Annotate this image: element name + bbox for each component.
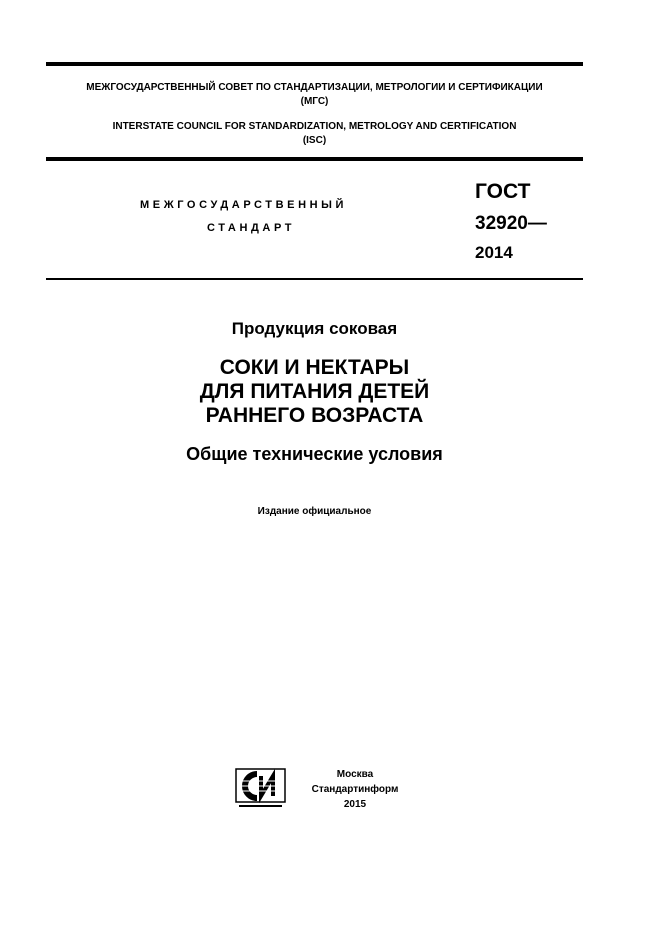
title-line-2: ДЛЯ ПИТАНИЯ ДЕТЕЙ bbox=[199, 380, 430, 403]
gost-number: 32920— bbox=[475, 213, 547, 234]
publisher-block bbox=[300, 767, 410, 812]
council-name-ru bbox=[46, 81, 583, 109]
council-abbr-ru: (МГС) bbox=[300, 96, 329, 107]
standard-type-line2: СТАНДАРТ bbox=[207, 222, 296, 234]
document-subtitle: Общие технические условия bbox=[186, 444, 443, 464]
council-name-en-line: INTERSTATE COUNCIL FOR STANDARDIZATION, METROLOGY AND CERTIFICATION bbox=[112, 121, 517, 132]
title-line-3: РАННЕГО ВОЗРАСТА bbox=[205, 404, 424, 427]
publisher-year: 2015 bbox=[343, 799, 367, 810]
council-name-ru-line: МЕЖГОСУДАРСТВЕННЫЙ СОВЕТ ПО СТАНДАРТИЗАЦИИ, МЕТРОЛОГИИ И СЕРТИФИКАЦИИ bbox=[86, 82, 543, 93]
document-title bbox=[46, 356, 583, 428]
publisher-name: Стандартинформ bbox=[311, 784, 399, 795]
standartinform-logo-icon bbox=[235, 768, 286, 810]
council-abbr-en: (ISC) bbox=[302, 135, 327, 146]
council-rule bbox=[46, 157, 583, 161]
council-name-en bbox=[46, 120, 583, 148]
standard-type-line1: МЕЖГОСУДАРСТВЕННЫЙ bbox=[140, 199, 348, 211]
edition-note: Издание официальное bbox=[257, 506, 372, 517]
header-rule bbox=[46, 278, 583, 280]
gost-year: 2014 bbox=[475, 243, 513, 262]
top-rule bbox=[46, 62, 583, 66]
gost-label: ГОСТ bbox=[475, 180, 531, 203]
title-line-1: СОКИ И НЕКТАРЫ bbox=[219, 356, 410, 379]
publisher-city: Москва bbox=[336, 769, 374, 780]
product-category: Продукция соковая bbox=[231, 319, 398, 338]
